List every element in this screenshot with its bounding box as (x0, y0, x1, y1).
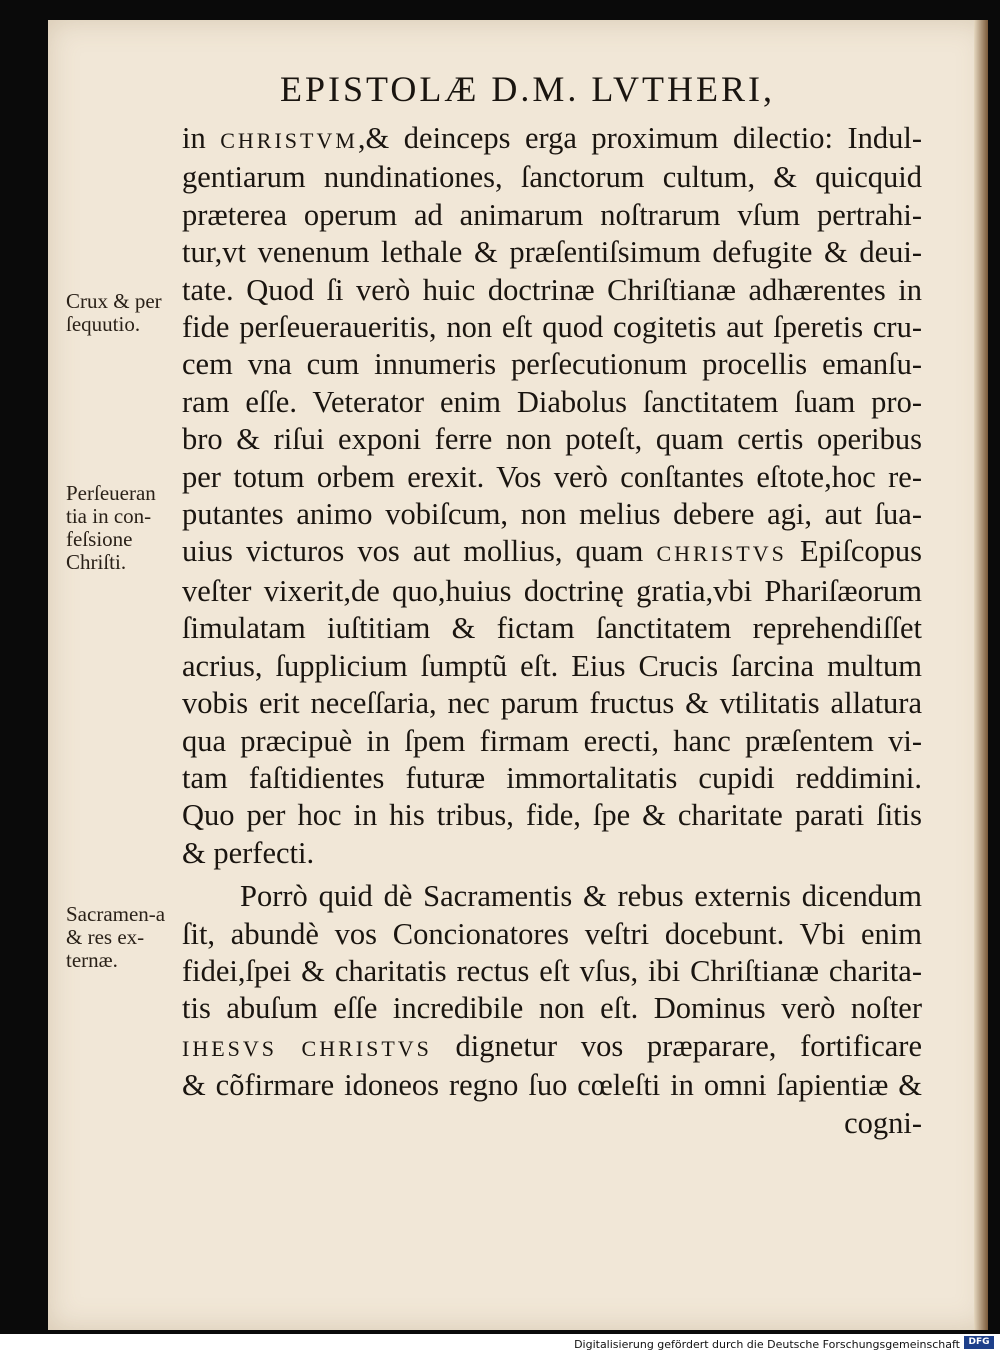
text-line-20: & perfecti. (182, 835, 315, 870)
text-line-8: ram eſſe. Veterator enim Diabolus ſanctitatem ſuam pro- (182, 384, 922, 419)
text-line-24: tis abuſum eſſe incredibile non eſt. Dominus verò noſter (182, 991, 922, 1026)
text-line-17: qua præcipuè in ſpem firmam erecti, hanc præſentem vi- (182, 723, 922, 758)
page-edge-shadow (974, 20, 988, 1330)
margin-note-line: ſequutio. (66, 312, 141, 336)
margin-note-crux (66, 290, 184, 336)
text-line-13: veſter vixerit,de quo,huius doctrinę gratia,vbi Phariſæorum (182, 573, 922, 608)
margin-note-line: Perſeueran (66, 481, 156, 505)
text-line-19: Quo per hoc in his tribus, fide, ſpe & charitate parati ſitis (182, 798, 922, 833)
margin-note-line: ternæ. (66, 948, 118, 972)
text-line-16: vobis erit neceſſaria, nec parum fructus & vtilitatis allatura (182, 686, 922, 721)
text-line-10: per totum orbem erexit. Vos verò conſtantes eſtote,hoc re- (182, 459, 922, 494)
margin-note-sacramenta (66, 903, 184, 972)
text-line-14: ſimulatam iuſtitiam & fictam ſanctitatem reprehendiſſet (182, 611, 922, 646)
footer-credit: Digitalisierung gefördert durch die Deutsche Forschungsgemeinschaft (574, 1338, 960, 1351)
text-line-22: ſit, abundè vos Concionatores veſtri docebunt. Vbi enim (182, 916, 922, 951)
text-line-2: gentiarum nundinationes, ſanctorum cultum, & quicquid (182, 160, 922, 195)
text-line-23: fidei,ſpei & charitatis rectus eſt vſus, ibi Chriſtianæ charita- (182, 953, 922, 988)
text-line-9: bro & riſui exponi ferre non poteſt, quam certis operibus (182, 422, 922, 457)
text-line-18: tam faſtidientes futuræ immortalitatis cupidi reddimini. (182, 760, 922, 795)
margin-note-perseuerantia (66, 482, 184, 574)
catchword: cogni- (844, 1105, 922, 1140)
text-line-11: putantes animo vobiſcum, non melius debere agi, aut ſua- (182, 497, 922, 532)
margin-note-line: & res ex- (66, 925, 145, 949)
body-text (182, 120, 922, 1142)
running-head: EPISTOLÆ D.M. LVTHERI, (280, 69, 776, 109)
margin-note-line: tia in con- (66, 504, 152, 528)
text-line-6: fide perſeueraueritis, non eſt quod cogitetis aut ſperetis cru- (182, 310, 922, 345)
text-line-21: Porrò quid dè Sacramentis & rebus externis dicendum (240, 879, 922, 914)
text-line-1: in CHRISTVM,& deinceps erga proximum dilectio: Indul- (182, 121, 922, 155)
text-line-12: uius victuros vos aut mollius, quam CHRISTVS Epiſcopus (182, 534, 922, 569)
text-line-5: tate. Quod ſi verò huic doctrinæ Chriſtianæ adhærentes in (182, 272, 922, 307)
text-line-4: tur,vt venenum lethale & præſentiſsimum defugite & deui- (182, 235, 922, 270)
text-line-3: præterea operum ad animarum noſtrarum vſum pertrahi- (182, 197, 922, 232)
margin-note-line: Sacramen-a (66, 902, 166, 926)
text-line-25: IHESVS CHRISTVS dignetur vos præparare, fortificare (182, 1028, 922, 1063)
dfg-logo: DFG (964, 1336, 994, 1349)
text-line-15: acrius, ſupplicium ſumptũ eſt. Eius Crucis ſarcina multum (182, 648, 922, 683)
margin-note-line: feſsione (66, 527, 133, 551)
margin-note-line: Crux & per (66, 289, 162, 313)
text-line-26: & cõfirmare idoneos regno ſuo cœleſti in omni ſapientiæ & (182, 1068, 922, 1103)
text-line-7: cem vna cum innumeris perſecutionum procellis emanſu- (182, 347, 922, 382)
margin-note-line: Chriſti. (66, 550, 127, 574)
